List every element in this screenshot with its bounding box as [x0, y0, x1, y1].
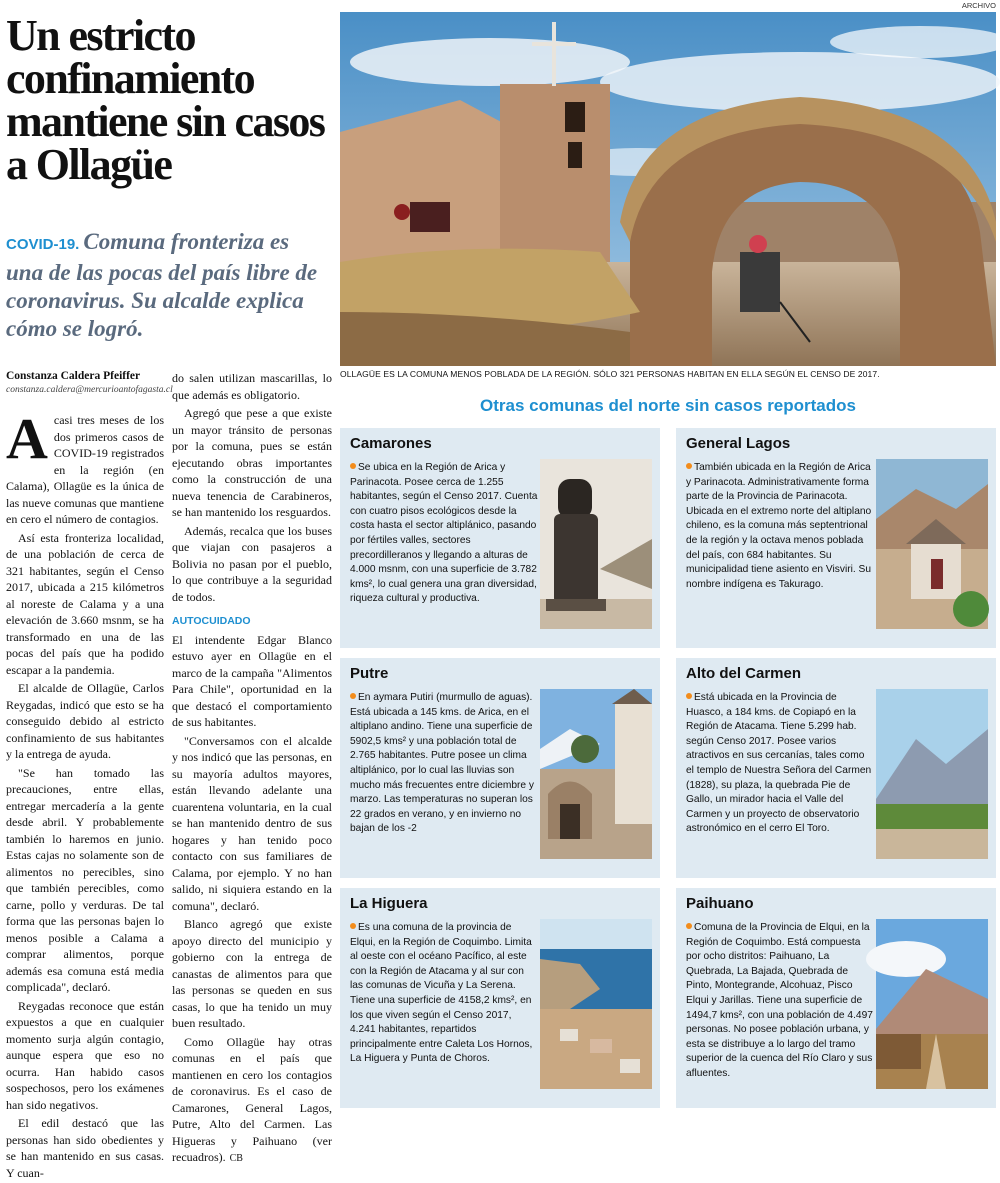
dek-kicker: COVID-19.	[6, 236, 80, 253]
box-photo	[876, 689, 988, 859]
byline	[6, 370, 173, 395]
box-photo	[540, 459, 652, 629]
statue-photo	[540, 459, 652, 629]
article-paragraph: "Conversamos con el alcalde y nos indicó que las personas, en su mayoría adultos mayores, están llevando adelante una cuarentena voluntaria, en la cual se han mantenido dentro de sus hogares y han tenido poco contacto con sus familiares de Calama, por ejemplo. Y no han salido, ni siquiera estando en la comuna", declaró.	[172, 733, 332, 913]
subhead: AUTOCUIDADO	[172, 615, 251, 627]
box-title: Putre	[350, 665, 389, 682]
box-title: Paihuano	[686, 895, 754, 912]
box-photo	[876, 459, 988, 629]
paragraph-text: casi tres meses de los dos primeros casos de COVID-19 registrados en la región (en Calama), Ollagüe es la única de las nueve comunas que mantiene en cero el número de contagios.	[6, 413, 164, 526]
box-body: Está ubicada en la Provincia de Huasco, a 184 kms. de Copiapó en la Región de Atacama. Tiene 5.299 hab. según Censo 2017. Posee varios atractivos en sus cercanías, tales como el templo de Nuestra Señora del Carmen (1828), su plaza, la quebrada Pie de Gallo, un mirador hacia el Valle del Carmen y un proyecto de observatorio astronómico en el cerro El Toro.	[686, 692, 872, 835]
box-title: General Lagos	[686, 435, 791, 452]
byline-email[interactable]: constanza.caldera@mercurioantofagasta.cl	[6, 385, 173, 395]
info-box-general-lagos	[676, 428, 996, 648]
dropcap: A	[6, 406, 48, 471]
photo-caption: OLLAGÜE ES LA COMUNA MENOS POBLADA DE LA REGIÓN. SÓLO 321 PERSONAS HABITAN EN ELLA SEGÚN EL CENSO DE 2017.	[340, 369, 880, 379]
box-title: Alto del Carmen	[686, 665, 802, 682]
putre-church-photo	[540, 689, 652, 859]
article-paragraph	[172, 1034, 332, 1168]
box-title: La Higuera	[350, 895, 428, 912]
vineyard-road-photo	[876, 919, 988, 1089]
article-paragraph	[6, 406, 164, 528]
article-paragraph: Así esta fronteriza localidad, de una población de cerca de 321 habitantes, según el Censo 2017, ubicada a 215 kilómetros al noreste de Calama y a una elevación de 3.660 msnm, se ha transformado en una de las pocas del país que ha podido escapar a la pandemia.	[6, 530, 164, 677]
valley-photo	[876, 689, 988, 859]
sidebar-section-title: Otras comunas del norte sin casos reportados	[479, 396, 856, 415]
box-body: En aymara Putiri (murmullo de aguas). Está ubicada a 145 kms. de Arica, en el altiplano andino. Tiene una superficie de 5902,5 kms² y una población total de 2.765 habitantes. Putre posee un clima altiplánico, por lo cual las lluvias son mucho más frecuentes entre diciembre y marzo. Las temperaturas no superan los 22 grados en verano, y en invierno no bajan de los -2	[350, 692, 535, 835]
article-paragraph: El alcalde de Ollagüe, Carlos Reygadas, indicó que esto se ha conseguido debido al estricto confinamiento de sus habitantes y la entrega de ayuda.	[6, 681, 164, 761]
bullet-dot	[350, 923, 356, 929]
info-box-paihuano	[676, 888, 996, 1108]
bullet-dot	[350, 693, 356, 699]
box-photo	[540, 919, 652, 1089]
article-paragraph: Agregó que pese a que existe un mayor tránsito de personas por la comuna, pues se están ejecutando obras importantes como la construcción de una nueva tenencia de Carabineros, se han mantenido los resguardos.	[172, 406, 332, 519]
box-title: Camarones	[350, 435, 432, 452]
dek	[6, 228, 328, 343]
photo-credit: ARCHIVO	[961, 1, 996, 10]
box-text	[350, 921, 538, 1067]
bullet-dot	[686, 463, 692, 469]
main-photo	[340, 12, 996, 366]
village-church-photo	[876, 459, 988, 629]
dek-text: Comuna fronteriza es una de las pocas del país libre de coronavirus. Su alcalde explica cómo se logró.	[6, 229, 318, 341]
box-text	[686, 461, 874, 592]
box-photo	[876, 919, 988, 1089]
box-body: También ubicada en la Región de Arica y Parinacota. Administrativamente forma parte de la Provincia de Parinacota. Ubicada en el extremo norte del altiplano chileno, es la comuna más septentrional de la región y la octava menos poblada del país, con 684 habitantes. Su municipalidad tiene asiento en Visviri. Su nombre indígena es Takurago.	[686, 462, 872, 590]
bullet-dot	[686, 693, 692, 699]
bullet-dot	[350, 463, 356, 469]
article-column-2	[172, 370, 332, 1170]
box-text	[350, 461, 538, 607]
box-text	[686, 691, 874, 837]
article-paragraph: do salen utilizan mascarillas, lo que además es obligatorio.	[172, 371, 332, 402]
coast-photo	[540, 919, 652, 1089]
article-paragraph: El edil destacó que las personas han sido obedientes y se han mantenido en sus casas. Y cuan-	[6, 1116, 164, 1180]
box-body: Es una comuna de la provincia de Elqui, en la Región de Coquimbo. Limita al oeste con el océano Pacífico, al este con la Región de Atacama y al sur con las comunas de Vicuña y La Serena. Tiene una superficie de 4158,2 kms², en los que viven según el Censo 2017, 4.241 habitantes, repartidos principalmente entre Caleta Los Hornos, La Higuera y Punta de Choros.	[350, 922, 533, 1065]
box-body: Comuna de la Provincia de Elqui, en la Región de Coquimbo. Está compuesta por ocho distritos: Paihuano, La Quebrada, La Bajada, Quebrada de Pinto, Montegrande, Alcohuaz, Pisco Elqui y Jarillas. Tiene una superficie de 1494,7 kms², con una población de 4.497 personas. No posee población urbana, y esta se distribuye a lo largo del tramo superior de la cuenca del Río Claro y sus afluentes.	[686, 922, 873, 1079]
article-paragraph: Reygadas reconoce que están expuestos a que en cualquier momento surja algún contagio, aunque espera que eso no ocurra. Han habido casos sospechosos, pero los exámenes han sido negativos.	[6, 998, 164, 1112]
info-box-camarones	[340, 428, 660, 648]
headline: Un estricto confinamiento mantiene sin casos a Ollagüe	[6, 11, 325, 189]
info-box-putre	[340, 658, 660, 878]
box-photo	[540, 689, 652, 859]
article-paragraph: Blanco agregó que existe apoyo directo del municipio y gobierno con la entrega de canastas de alimentos para que las personas se queden en sus casas, lo que ha tenido un muy buen resultado.	[172, 917, 332, 1030]
article-paragraph: Además, recalca que los buses que viajan con pasajeros a Bolivia no pasan por el pueblo, lo que contribuye a la seguridad de todos.	[172, 523, 332, 604]
box-body: Se ubica en la Región de Arica y Parinacota. Posee cerca de 1.255 habitantes, según el Censo 2017. Cuenta con cuatro pisos ecológicos desde la costa hasta el sector altiplánico, pasando por fértiles valles, sectores precordilleranos y llegando a alturas de 4.000 msnm, con una superficie de 3.782 kms², lo cual genera una gran diversidad, riqueza cultural y productiva.	[350, 462, 538, 605]
byline-name: Constanza Caldera Pfeiffer	[6, 370, 141, 382]
article-column-1	[6, 406, 164, 1183]
info-box-la-higuera	[340, 888, 660, 1108]
paragraph-text: Como Ollagüe hay otras comunas en el país que mantienen en cero los contagios de coronavirus. Es el caso de Camarones, General Lagos, Putre, Alto del Carmen. Las Higueras y Paihuano (ver recuadros).	[172, 1034, 332, 1164]
article-paragraph: El intendente Edgar Blanco estuvo ayer en Ollagüe en el marco de la campaña "Alimentos Para Chile", oportunidad en la que destacó el comportamiento de sus habitantes.	[172, 632, 332, 729]
info-box-alto-del-carmen	[676, 658, 996, 878]
bullet-dot	[686, 923, 692, 929]
church-arch-photo	[340, 12, 996, 366]
box-text	[686, 921, 874, 1082]
end-mark: CB	[229, 1153, 243, 1164]
box-text	[350, 691, 538, 837]
article-paragraph: "Se han tomado las precauciones, entre ellas, entregar mercadería a la gente desde abril. Y probablemente también lo haremos en junio. Estas cajas no solamente son de alimentos no perecibles, sino que también perecibles, como carne, pollo y verduras. De tal forma que las personas bajen lo menos posible a Calama a comprar alimentos, porque además esa comuna está media complicada", declaró.	[6, 765, 164, 994]
